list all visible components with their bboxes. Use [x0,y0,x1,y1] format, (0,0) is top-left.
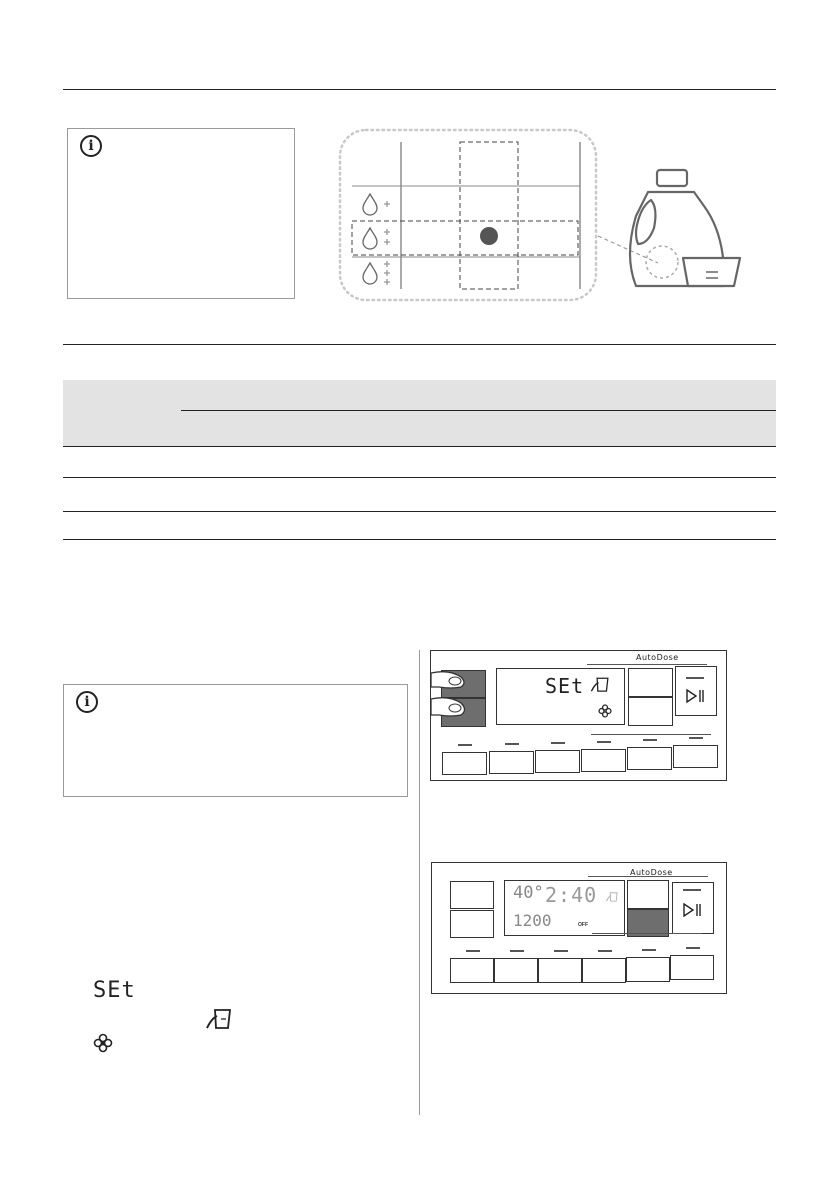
option-button-1[interactable] [628,668,673,697]
table-row-rule-1 [63,446,776,447]
bottom-button-2[interactable] [489,751,534,774]
bottom-button-5[interactable] [626,957,670,982]
time-readout: 2:40 [545,883,598,907]
program-button-1[interactable] [450,881,494,909]
start-pause-button[interactable] [675,666,717,716]
drop-icon-high [363,261,390,285]
temperature-readout: 40° [513,883,544,903]
section-rule-middle [63,344,776,345]
bottom-button-4[interactable] [581,749,626,772]
start-pause-button[interactable] [672,882,714,934]
bottom-button-1[interactable] [442,752,487,775]
column-divider [419,650,420,1115]
bottom-button-2[interactable] [494,958,538,983]
brand-label: AutoDose [630,868,673,877]
bottom-button-5[interactable] [627,747,672,770]
table-row-rule-4 [63,539,776,540]
drop-icon-low [363,194,390,215]
diagram-dashed-row [352,221,578,255]
diagram-dotted-outline [340,130,596,300]
lcd-display [504,880,625,936]
bottom-button-4[interactable] [582,958,626,983]
detergent-dose-icon [605,890,619,903]
info-note-box-2 [63,684,408,797]
table-row-rule-2 [63,477,776,478]
panel-divider [591,734,711,735]
diagram-dashed-column [460,142,518,289]
softener-flower-icon [598,704,612,718]
finger-press-icon [431,669,481,729]
softener-flower-icon [93,1033,113,1053]
panel-top-rule [587,664,707,665]
dosing-diagram [336,126,746,304]
diagram-selected-dot [480,227,498,245]
table-header-rule [181,410,776,411]
bottom-button-6[interactable] [673,745,718,768]
info-icon: i [76,691,98,713]
play-pause-icon [686,689,706,703]
control-panel-set-mode [430,650,727,781]
option-button-1[interactable] [627,880,669,909]
bottom-button-3[interactable] [535,750,580,773]
table-header [63,380,776,446]
detergent-dose-icon [589,674,611,694]
lcd-set-text: SEt [545,674,585,698]
play-pause-icon [683,903,703,917]
table-row-rule-3 [63,511,776,512]
set-symbol-text: SEt [93,978,136,1003]
control-panel-normal-mode [431,862,727,994]
spin-readout: 1200 [513,911,552,930]
info-icon: i [80,135,102,157]
panel-divider [592,933,702,934]
detergent-bottle-icon [630,170,740,286]
off-label: OFF [578,922,588,928]
lcd-display [496,668,625,725]
program-button-2[interactable] [450,910,494,938]
bottom-button-1[interactable] [450,958,494,983]
bottom-button-3[interactable] [538,958,582,983]
info-note-box-1 [67,128,295,299]
detergent-dose-icon [204,1004,234,1032]
section-rule-top [63,89,776,90]
drop-icon-medium [363,228,390,249]
bottom-button-6[interactable] [670,955,714,980]
option-button-2[interactable] [628,697,673,726]
brand-label: AutoDose [636,653,679,662]
